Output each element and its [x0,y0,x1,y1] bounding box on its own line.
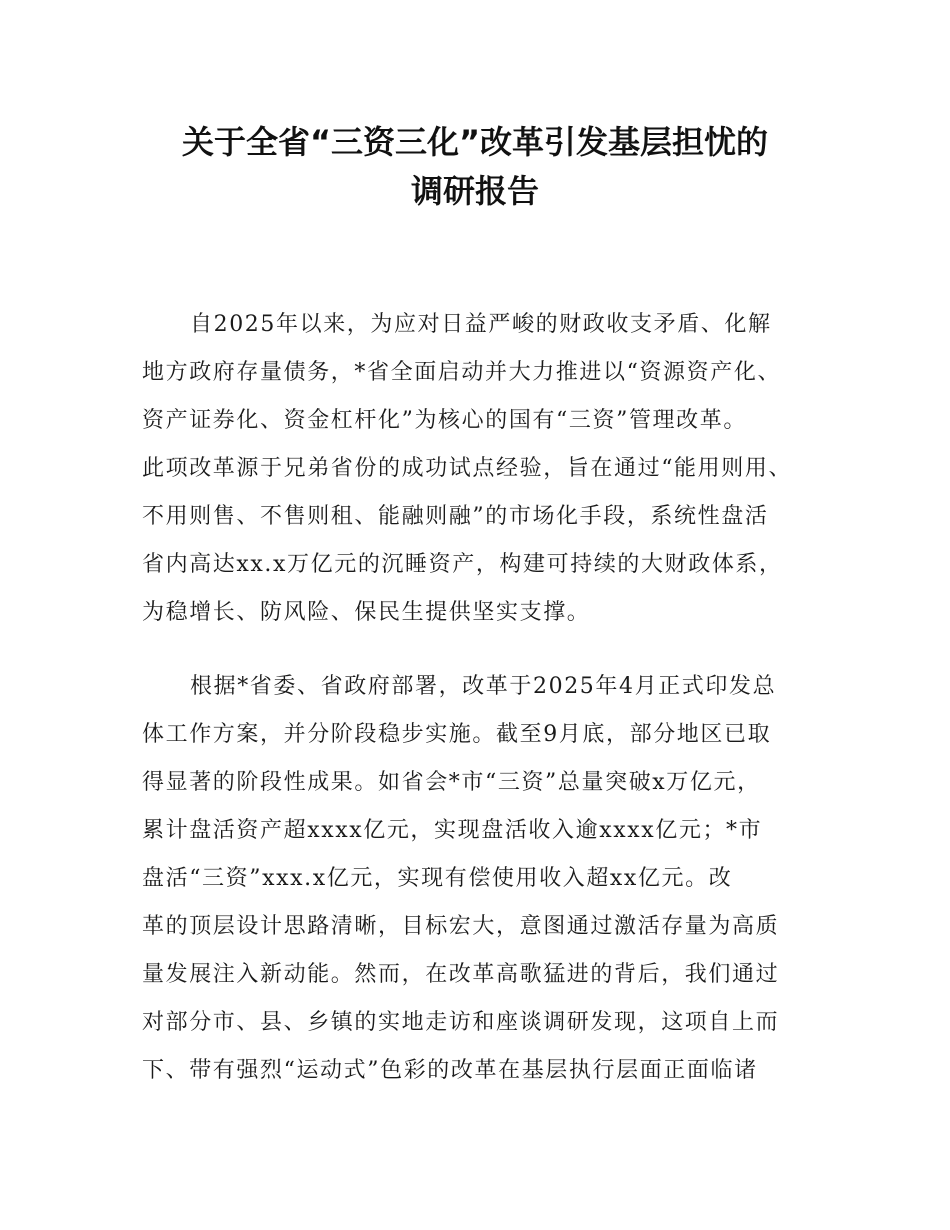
paragraph-line: 下、带有强烈“运动式”色彩的改革在基层执行层面正面临诸 [142,1058,758,1083]
paragraph-line: 为稳增长、防风险、保民生提供坚实支撑。 [142,600,591,625]
paragraph-line: 革的顶层设计思路清晰，目标宏大，意图通过激活存量为高质 [142,914,780,939]
paragraph-line: 得显著的阶段性成果。如省会*市“三资”总量突破x万亿元， [142,770,761,795]
paragraph-line: 根据*省委、省政府部署，改革于2025年4月正式印发总 [190,674,777,699]
paragraph-line: 不用则售、不售则租、能融则融”的市场化手段，系统性盘活 [142,504,769,529]
document-title-line-1: 关于全省“三资三化”改革引发基层担忧的 [181,123,769,161]
paragraph-line: 资产证券化、资金杠杆化”为核心的国有“三资”管理改革。 [142,408,747,433]
paragraph-line: 此项改革源于兄弟省份的成功试点经验，旨在通过“能用则用、 [142,456,793,481]
paragraph-line: 自2025年以来，为应对日益严峻的财政收支矛盾、化解 [190,312,772,337]
document-title-line-2: 调研报告 [410,172,539,210]
paragraph-line: 省内高达xx.x万亿元的沉睡资产，构建可持续的大财政体系， [142,552,783,577]
paragraph-line: 盘活“三资”xxx.x亿元，实现有偿使用收入超xx亿元。改 [142,866,733,891]
paragraph-line: 累计盘活资产超xxxx亿元，实现盘活收入逾xxxx亿元；*市 [142,818,763,843]
paragraph-line: 量发展注入新动能。然而，在改革高歌猛进的背后，我们通过 [142,962,780,987]
paragraph-line: 体工作方案，并分阶段稳步实施。截至9月底，部分地区已取 [142,722,772,747]
paragraph-line: 对部分市、县、乡镇的实地走访和座谈调研发现，这项自上而 [142,1010,780,1035]
paragraph-line: 地方政府存量债务，*省全面启动并大力推进以“资源资产化、 [142,360,782,385]
